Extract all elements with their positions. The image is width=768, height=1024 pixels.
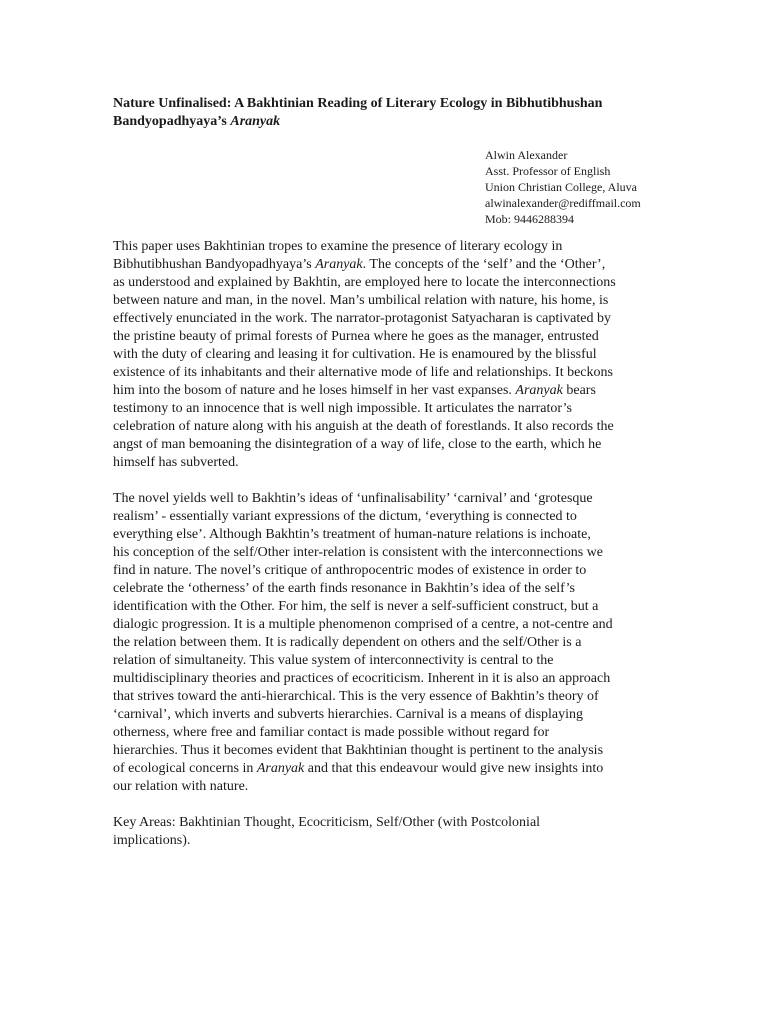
text-line: [113, 760, 673, 778]
text-line: as understood and explained by Bakhtin, are employed here to locate the interconnections: [113, 275, 616, 290]
text-line: The novel yields well to Bakhtin’s ideas of ‘unfinalisability’ ‘carnival’ and ‘grotesque: [113, 491, 593, 506]
text-segment: of ecological concerns in: [113, 761, 257, 776]
author-institution: Union Christian College, Aluva: [485, 180, 637, 194]
text-line: between nature and man, in the novel. Man’s umbilical relation with nature, his home, is: [113, 293, 609, 308]
text-line: existence of its inhabitants and their alternative mode of life and relationships. It beckons: [113, 365, 613, 380]
text-line: ‘carnival’, which inverts and subverts hierarchies. Carnival is a means of displaying: [113, 707, 584, 722]
author-phone: Mob: 9446288394: [485, 212, 575, 226]
text-line: hierarchies. Thus it becomes evident that Bakhtinian thought is pertinent to the analysis: [113, 743, 604, 758]
text-line: testimony to an innocence that is well nigh impossible. It articulates the narrator’s: [113, 401, 572, 416]
text-line: multidisciplinary theories and practices of ecocriticism. Inherent in it is also an approach: [113, 671, 611, 686]
abstract-paragraph-1: [113, 238, 673, 472]
text-line: [113, 256, 673, 274]
italic-aranyak: Aranyak: [515, 383, 563, 398]
text-line: effectively enunciated in the work. The narrator-protagonist Satyacharan is captivated by: [113, 311, 611, 326]
text-line: the relation between them. It is radically dependent on others and the self/Other is a: [113, 635, 582, 650]
text-line: angst of man bemoaning the disintegration of a way of life, close to the earth, which he: [113, 437, 602, 452]
text-segment: . The concepts of the ‘self’ and the ‘Other’,: [362, 257, 606, 272]
text-segment: him into the bosom of nature and he loses himself in her vast expanses.: [113, 383, 516, 398]
key-areas: [113, 814, 673, 850]
text-line: otherness, where free and familiar contact is made possible without regard for: [113, 725, 550, 740]
author-name: Alwin Alexander: [485, 148, 568, 162]
paper-title: [113, 95, 673, 131]
italic-aranyak: Aranyak: [256, 761, 305, 776]
text-line: relation of simultaneity. This value system of interconnectivity is central to the: [113, 653, 554, 668]
author-block: [485, 147, 725, 227]
title-italic-aranyak: Aranyak: [230, 114, 281, 129]
title-line-1: Nature Unfinalised: A Bakhtinian Reading of Literary Ecology in Bibhutibhushan: [113, 96, 603, 111]
text-line: This paper uses Bakhtinian tropes to examine the presence of literary ecology in: [113, 239, 563, 254]
author-email: alwinalexander@rediffmail.com: [485, 196, 641, 210]
author-position: Asst. Professor of English: [485, 164, 611, 178]
text-segment: and that this endeavour would give new insights into: [304, 761, 604, 776]
text-line: that strives toward the anti-hierarchical. This is the very essence of Bakhtin’s theory of: [113, 689, 599, 704]
text-line: our relation with nature.: [113, 779, 249, 794]
text-line: find in nature. The novel’s critique of anthropocentric modes of existence in order to: [113, 563, 587, 578]
abstract-paragraph-2: [113, 490, 673, 796]
text-line: celebration of nature along with his anguish at the death of forestlands. It also records the: [113, 419, 614, 434]
text-line: himself has subverted.: [113, 455, 239, 470]
text-segment: bears: [562, 383, 596, 398]
text-line: identification with the Other. For him, the self is never a self-sufficient construct, but a: [113, 599, 599, 614]
text-segment: Bibhutibhushan Bandyopadhyaya’s: [113, 257, 316, 272]
text-line: everything else’. Although Bakhtin’s treatment of human-nature relations is inchoate,: [113, 527, 591, 542]
text-line: celebrate the ‘otherness’ of the earth finds resonance in Bakhtin’s idea of the self’s: [113, 581, 575, 596]
text-line: Key Areas: Bakhtinian Thought, Ecocriticism, Self/Other (with Postcolonial: [113, 815, 541, 830]
text-line: implications).: [113, 833, 191, 848]
italic-aranyak: Aranyak: [315, 257, 363, 272]
text-line: his conception of the self/Other inter-relation is consistent with the interconnections we: [113, 545, 603, 560]
text-line: dialogic progression. It is a multiple phenomenon comprised of a centre, a not-centre and: [113, 617, 613, 632]
title-line-2: Bandyopadhyaya’s: [113, 114, 231, 129]
text-line: with the duty of clearing and leasing it for cultivation. He is enamoured by the blissful: [113, 347, 597, 362]
text-line: [113, 382, 673, 400]
text-line: realism’ - essentially variant expressions of the dictum, ‘everything is connected to: [113, 509, 577, 524]
text-line: the pristine beauty of primal forests of Purnea where he goes as the manager, entrusted: [113, 329, 599, 344]
